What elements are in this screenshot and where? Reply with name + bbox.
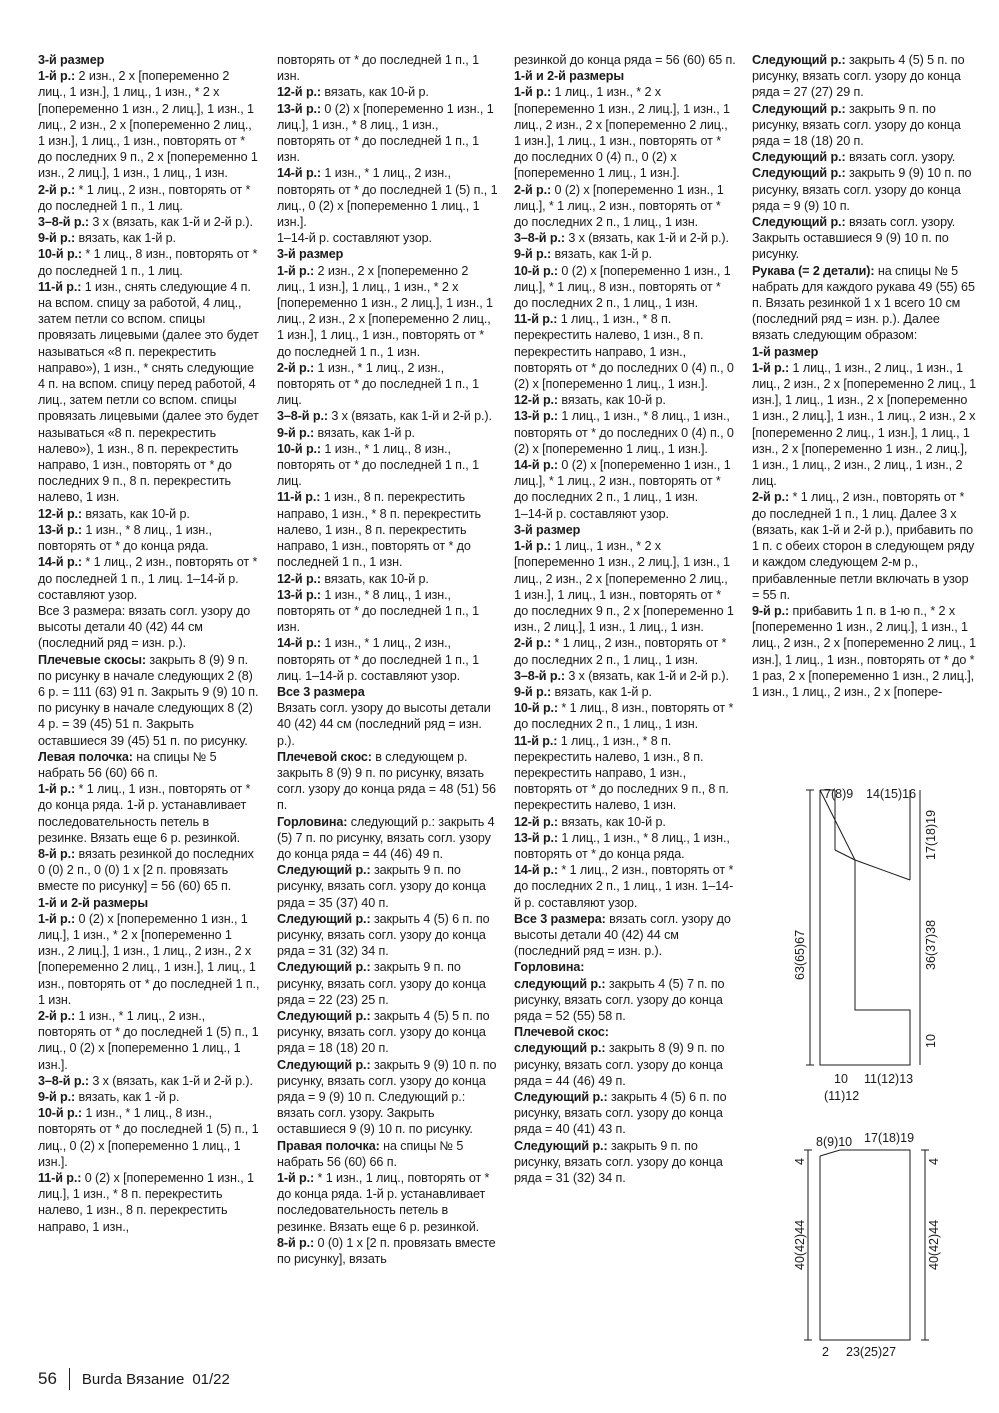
paragraph-heading: следующий р.: [514,976,606,991]
paragraph-heading: 1-й р.: [38,69,76,84]
paragraph-heading: 3-й размер [277,247,344,262]
paragraph-text: 1 изн., 8 п. перекрестить направо, 1 изн., * 8 п. перекрестить налево, 1 изн., 8 п. перекрестить направо, 1 изн., повторять от * до последней 1 п., 1 изн. [277,490,482,570]
paragraph-text: вязать, как 1-й р. [314,425,415,440]
paragraph [277,230,499,246]
paragraph-text: вязать, как 10-й р. [558,814,666,829]
paragraph [514,84,736,181]
paragraph-heading: 10-й р.: [38,1106,83,1121]
paragraph-text: 2 изн., 2 х [попеременно 2 лиц., 1 изн.], 1 лиц., 1 изн., * 2 х [попеременно 1 изн., 2 лиц.], 1 изн., 1 лиц., 2 изн., 2 х [попеременно 2 лиц., 1 изн.], 1 лиц., 1 изн., повторять от * до последних 9 п., 2 х [попеременно 1 изн., 2 лиц.], 1 изн., 1 лиц., 1 изн. [38,69,258,181]
paragraph [277,814,499,863]
paragraph-heading: 1-й р.: [38,911,76,926]
paragraph [277,700,499,749]
paragraph-text: 1 изн., * 1 лиц., 2 изн., повторять от * до последней 1 п., 1 лиц. [277,360,479,408]
paragraph [38,895,260,911]
paragraph [752,52,976,101]
paragraph [38,911,260,1008]
paragraph-text: * 1 лиц., 8 изн., повторять от * до последней 1 п., 1 лиц. [38,247,258,278]
paragraph-text: 1 лиц., 1 изн., 2 лиц., 1 изн., 1 лиц., 2 изн., 2 х [попеременно 2 лиц., 1 изн.], 1 лиц., 1 изн., 2 х [попеременно 1 изн., 2 лиц.], 1 изн., 1 лиц., 2 изн., 2 х [попеременно 2 лиц., 1 изн.], 1 лиц., 1 изн., 2 х [попеременно 1 изн., 2 лиц.], 1 изн., 1 лиц., 2 изн., 2 лиц., 1 изн., 2 лиц. [752,360,976,489]
paragraph-heading: Следующий р.: [277,1057,371,1072]
front-dim-right-middle: 36(37)38 [924,919,938,970]
text-column-1 [38,52,260,1235]
paragraph-text: 0 (0) 1 х [2 п. провязать вместе по рисунку], вязать [277,1235,496,1267]
paragraph-text: 0 (2) х [попеременно 1 изн., 1 лиц.], 1 изн., * 8 лиц., 1 изн., повторять от * до последней 1 п., 1 изн. [277,101,494,165]
paragraph-heading: 1-й р.: [514,539,552,554]
paragraph [514,684,736,700]
paragraph [277,1138,499,1170]
paragraph-text: 0 (2) х [попеременно 1 изн., 1 лиц.], * 1 лиц., 2 изн., повторять от * до последних 2 п., 1 лиц., 1 изн. [514,458,731,505]
paragraph [514,733,736,814]
front-dim-bottom-right: 11(12)13 [864,1072,914,1086]
paragraph-text: 1 изн., снять следующие 4 п. на вспом. спицу за работой, 4 лиц., затем петли со вспом. спицы провязать лицевыми (далее это будет называться «8 п. перекрестить направо»), 1 изн., * снять следующие 4 п. на вспом. спицу перед работой, 4 лиц., затем петли со вспом. спицы провязать лицевыми (далее это будет называться «8 п. перекрестить налево»), 1 изн., 8 п. перекрестить направо, 1 изн., повторять от * до последних 9 п., 8 п. перекрестить налево, 1 изн. [38,279,259,505]
paragraph [514,52,736,68]
paragraph [38,246,260,278]
paragraph-text: вязать согл. узору. Закрыть оставшиеся 9 (9) 10 п. по рисунку. [752,215,956,262]
paragraph-text: вязать, как 10-й р. [321,571,429,586]
paragraph-heading: 10-й р.: [514,263,559,278]
paragraph-heading: 1-й р.: [277,1171,315,1186]
paragraph-heading: 14-й р.: [514,458,559,473]
paragraph [277,1057,499,1138]
paragraph [38,1073,260,1089]
paragraph [38,652,260,749]
paragraph-heading: 14-й р.: [514,863,559,878]
paragraph-heading: 13-й р.: [514,409,559,424]
paragraph [277,911,499,960]
magazine-name: Burda Вязание [81,1370,185,1388]
paragraph [514,408,736,457]
paragraph [752,214,976,263]
paragraph [514,522,736,538]
paragraph-heading: Все 3 размера: [514,911,606,926]
paragraph-heading: 1-й р.: [38,782,76,797]
paragraph-text: 1–14-й р. составляют узор. [514,506,669,521]
issue-number: 01/22 [192,1370,230,1388]
paragraph-text: 0 (2) х [попеременно 1 изн., 1 лиц.], 1 изн., * 2 х [попеременно 1 изн., 2 лиц.], 1 изн., 1 лиц., 2 изн., 2 х [попеременно 2 лиц., 1 изн.], 1 лиц., 1 изн., повторять от * до последней 1 п., 1 изн. [38,911,260,1007]
paragraph-heading: Следующий р.: [277,863,371,878]
paragraph-heading: 13-й р.: [514,830,559,845]
paragraph-heading: 1-й р.: [514,85,552,100]
paragraph-text: 3 х (вязать, как 1-й и 2-й р.). [564,231,729,246]
paragraph-heading: 3–8-й р.: [514,668,565,683]
paragraph [277,441,499,490]
paragraph [514,700,736,732]
paragraph-text: 0 (2) х [попеременно 1 изн., 1 лиц.], * 1 лиц., 2 изн., повторять от * до последних 2 п., 1 лиц., 1 изн. [514,182,724,230]
paragraph-heading: Горловина: [514,960,585,975]
paragraph [277,489,499,570]
paragraph-heading: 1-й и 2-й размеры [38,895,148,910]
paragraph-heading: Следующий р.: [752,215,846,230]
paragraph-text: 1 изн., * 8 лиц., 1 изн., повторять от * до последней 1 п., 1 изн. [277,587,479,635]
paragraph-heading: 13-й р.: [277,101,322,116]
paragraph-heading: Следующий р.: [752,101,846,116]
paragraph [277,587,499,636]
paragraph [38,52,260,68]
paragraph [277,959,499,1008]
paragraph-text: 1 изн., * 8 лиц., 1 изн., повторять от * до конца ряда. [38,522,212,554]
paragraph-text: закрыть 9 п. по рисунку, вязать согл. узору до конца ряда = 35 (37) 40 п. [277,863,486,910]
paragraph [277,408,499,424]
paragraph-heading: 11-й р.: [514,312,558,327]
paragraph-heading: 2-й р.: [752,490,790,505]
paragraph-text: 0 (2) х [попеременно 1 изн., 1 лиц.], 1 изн., * 8 п. перекрестить налево, 1 изн., 8 п. перекрестить направо, 1 изн., [38,1171,254,1234]
paragraph [277,684,499,700]
paragraph-heading: Следующий р.: [277,1008,371,1023]
paragraph [514,311,736,392]
paragraph-heading: 1-й р.: [752,360,790,375]
paragraph-heading: Правая полочка: [277,1138,380,1153]
paragraph-text: * 1 лиц., 2 изн., повторять от * до последней 1 п., 1 лиц. Далее 3 х (вязать, как 1-й и 2-й р.), прибавить по 1 п. с обеих сторон в следующем ряду и каждом следующем 2-м р., прибавленные петли включать в узор = 55 п. [752,490,975,602]
front-dim-top-right: 14(15)16 [866,787,917,801]
paragraph [277,571,499,587]
front-dim-right-top: 17(18)19 [924,809,938,860]
paragraph [514,830,736,862]
text-column-2 [277,52,499,1267]
paragraph-heading: 2-й р.: [514,182,552,197]
paragraph-text: на спицы № 5 набрать 56 (60) 66 п. [38,749,217,780]
paragraph-text: 3 х (вязать, как 1-й и 2-й р.). [88,1073,253,1088]
paragraph [514,959,736,975]
paragraph-text: 1 лиц., 1 изн., * 2 х [попеременно 1 изн., 2 лиц.], 1 изн., 1 лиц., 2 изн., 2 х [попеременно 2 лиц., 1 изн.], 1 лиц., 1 изн., повторять от * до последних 0 (4) п., 0 (2) х [попеременно 1 лиц., 1 изн.]. [514,85,730,181]
paragraph [38,182,260,214]
paragraph-heading: Плечевые скосы: [38,652,147,667]
paragraph-heading: 2-й р.: [38,1008,76,1023]
back-dim-bottom-right: 23(25)27 [846,1345,897,1359]
paragraph-heading: Следующий р.: [752,150,846,165]
paragraph-text: * 1 изн., 1 лиц., повторять от * до конца ряда. 1-й р. устанавливает последовательность петель в резинке. Вязать еще 6 р. резинкой. [277,1171,490,1234]
paragraph [514,862,736,911]
page-number: 56 [38,1369,57,1388]
paragraph-text: вязать резинкой до последних 0 (0) 2 п., 0 (0) 1 х [2 п. провязать вместе по рисунку] = 56 (60) 65 п. [38,846,254,894]
paragraph-heading: 13-й р.: [277,587,322,602]
paragraph-heading: 12-й р.: [514,814,559,829]
paragraph [277,101,499,166]
paragraph [277,749,499,814]
paragraph-text: на спицы № 5 набрать для каждого рукава 49 (55) 65 п. Вязать резинкой 1 х 1 всего 10 см (последний ряд = изн. р.). Далее вязать следующим образом: [752,263,975,343]
paragraph-heading: 1-й и 2-й размеры [514,69,624,84]
paragraph-text: 2 изн., 2 х [попеременно 2 лиц., 1 изн.], 1 лиц., 1 изн., * 2 х [попеременно 1 изн., 2 лиц.], 1 изн., 1 лиц., 2 изн., 2 х [попеременно 2 лиц., 1 изн.], 1 лиц., 1 изн., повторять от * до последней 1 п., 1 изн. [277,263,493,359]
front-dim-bottom-left: 10 [834,1072,848,1086]
paragraph-heading: Следующий р.: [514,1090,608,1104]
back-dim-right-height: 40(42)44 [927,1219,941,1270]
paragraph [514,457,736,506]
paragraph-heading: 9-й р.: [38,231,76,246]
paragraph [277,635,499,684]
paragraph-text: закрыть 4 (5) 6 п. по рисунку, вязать согл. узору до конца ряда = 31 (32) 34 п. [277,911,490,959]
back-dim-top-right: 17(18)19 [864,1131,915,1145]
paragraph-heading: 3–8-й р.: [38,215,89,230]
paragraph-text: 1 изн., * 1 лиц., 2 изн., повторять от * до последней 1 (5) п., 1 лиц., 0 (2) х [попеременно 1 лиц., 1 изн.]. [38,1008,259,1072]
paragraph-text: 3 х (вязать, как 1-й и 2-й р.). [564,668,729,683]
pattern-schematics [780,780,980,1360]
paragraph [514,1040,736,1089]
paragraph-text: повторять от * до последней 1 п., 1 изн. [277,53,479,84]
paragraph [514,538,736,635]
paragraph-heading: 14-й р.: [277,636,322,651]
paragraph-heading: 12-й р.: [514,393,559,408]
back-dim-top-left: 8(9)10 [816,1135,853,1149]
paragraph [514,1138,736,1187]
paragraph-heading: 3–8-й р.: [514,231,565,246]
paragraph [277,246,499,262]
paragraph [514,68,736,84]
paragraph [277,862,499,911]
paragraph-text: на спицы № 5 набрать 56 (60) 66 п. [277,1138,464,1169]
paragraph-text: резинкой до конца ряда = 56 (60) 65 п. [514,53,736,67]
paragraph [752,149,976,165]
paragraph-text: Вязать согл. узору до высоты детали 40 (42) 44 см (последний ряд = изн. р.). [277,701,491,748]
paragraph [277,1170,499,1235]
paragraph-heading: 12-й р.: [277,85,322,100]
paragraph-heading: 9-й р.: [514,247,552,262]
paragraph-heading: Следующий р.: [277,960,371,975]
paragraph-heading: 8-й р.: [277,1235,315,1250]
paragraph [277,360,499,409]
footer-divider [69,1368,70,1390]
paragraph-heading: Следующий р.: [277,911,371,926]
paragraph-text: закрыть 9 п. по рисунку, вязать согл. узору до конца ряда = 18 (18) 20 п. [752,101,961,149]
paragraph-text: 1 изн., * 1 лиц., 2 изн., повторять от * до последней 1 (5) п., 1 лиц., 0 (2) х [попеременно 1 лиц., 1 изн.]. [277,166,498,230]
paragraph-text: * 1 лиц., 2 изн., повторять от * до последних 2 п., 1 лиц., 1 изн. [514,636,727,667]
paragraph-text: закрыть 8 (9) 9 п. по рисунку в начале следующих 2 (8) 6 р. = 111 (63) 91 п. Закрыть 9 (9) 10 п. по рисунку в начале следующих 8 (2) 4 р. = 39 (45) 51 п. Закрыть оставшиеся 39 (45) 51 п. по рисунку. [38,652,259,748]
paragraph [38,1089,260,1105]
text-column-3 [514,52,736,1186]
paragraph-heading: 3–8-й р.: [277,409,328,424]
paragraph-text: 1 изн., * 1 лиц., 8 изн., повторять от * до последней 1 (5) п., 1 лиц., 0 (2) х [попеременно 1 лиц., 1 изн.]. [38,1106,259,1169]
paragraph-heading: 9-й р.: [514,684,552,699]
paragraph-text: закрыть 9 п. по рисунку, вязать согл. узору до конца ряда = 31 (32) 34 п. [514,1138,723,1186]
paragraph-heading: 14-й р.: [277,166,322,181]
paragraph [752,165,976,214]
paragraph-text: закрыть 9 (9) 10 п. по рисунку, вязать согл. узору до конца ряда = 9 (9) 10 п. Следующий р.: вязать согл. узору. Закрыть оставшиеся 9 (9) 10 п. по рисунку. [277,1057,497,1137]
paragraph-text: 0 (2) х [попеременно 1 изн., 1 лиц.], * 1 лиц., 8 изн., повторять от * до последних 2 п., 1 лиц., 1 изн. [514,263,731,311]
paragraph-text: 1 изн., * 1 лиц., 2 изн., повторять от * до последней 1 п., 1 лиц. 1–14-й р. составляют узор. [277,636,479,683]
paragraph-heading: Следующий р.: [752,166,846,181]
paragraph [38,68,260,181]
back-dim-left-top: 4 [793,1158,807,1165]
paragraph-text: Все 3 размера: вязать согл. узору до высоты детали 40 (42) 44 см (последний ряд = изн. р.). [38,603,251,651]
paragraph [38,554,260,603]
paragraph [514,911,736,960]
paragraph [514,1024,736,1040]
paragraph-text: вязать, как 1 -й р. [75,1090,180,1104]
paragraph-text: закрыть 4 (5) 5 п. по рисунку, вязать согл. узору до конца ряда = 18 (18) 20 п. [277,1008,490,1056]
paragraph-heading: 11-й р.: [38,279,82,294]
paragraph-text: вязать, как 10-й р. [558,393,666,408]
paragraph-text: вязать согл. узору до высоты детали 40 (42) 44 см (последний ряд = изн. р.). [514,911,731,959]
paragraph [752,489,976,602]
back-dim-right-top: 4 [927,1158,941,1165]
paragraph-heading: 11-й р.: [277,490,321,505]
paragraph-text: 1 лиц., 1 изн., * 8 лиц., 1 изн., повторять от * до конца ряда. [514,830,730,861]
paragraph [514,182,736,231]
front-dim-left-height: 63(65)67 [793,929,807,980]
paragraph [38,214,260,230]
paragraph-heading: 11-й р.: [514,733,558,748]
paragraph [277,1008,499,1057]
paragraph-text: вязать, как 1-й р. [551,684,652,699]
paragraph-heading: 11-й р.: [38,1171,82,1186]
paragraph [38,230,260,246]
page-footer [38,1368,230,1390]
paragraph [752,344,976,360]
paragraph [38,522,260,554]
paragraph-text: прибавить 1 п. в 1-ю п., * 2 х [попеременно 1 изн., 2 лиц.], 1 изн., 1 лиц., 2 изн., 2 х [попеременно 2 лиц., 1 изн.], 1 лиц., 1 изн., повторять от * до * 1 раз, 2 х [попеременно 1 изн., 2 лиц.], 1 изн., 1 лиц., 2 изн., 2 х [попере- [752,603,976,699]
paragraph [38,1170,260,1235]
paragraph-heading: 10-й р.: [514,701,559,716]
paragraph-heading: 12-й р.: [38,506,83,521]
paragraph [514,506,736,522]
paragraph [277,425,499,441]
paragraph-heading: 1-й размер [752,344,819,359]
paragraph [514,635,736,667]
paragraph-text: 3 х (вязать, как 1-й и 2-й р.). [327,409,492,424]
paragraph [752,603,976,700]
paragraph [38,781,260,846]
paragraph-text: 1–14-й р. составляют узор. [277,231,432,246]
paragraph [514,814,736,830]
paragraph [514,263,736,312]
paragraph-text: закрыть 4 (5) 7 п. по рисунку, вязать согл. узору до конца ряда = 52 (55) 58 п. [514,976,725,1023]
paragraph-heading: 10-й р.: [38,247,83,262]
paragraph-heading: Плечевой скос: [277,749,372,764]
paragraph [38,603,260,652]
paragraph [752,101,976,150]
paragraph-heading: 3–8-й р.: [38,1073,89,1088]
back-piece-schematic [804,1150,929,1340]
back-dim-left-height: 40(42)44 [793,1219,807,1270]
paragraph [514,246,736,262]
paragraph-text: * 1 лиц., 1 изн., повторять от * до конца ряда. 1-й р. устанавливает последовательность петель в резинке. Вязать еще 6 р. резинкой. [38,782,251,845]
paragraph [514,230,736,246]
paragraph [277,52,499,84]
paragraph-heading: 2-й р.: [277,360,315,375]
front-dim-right-bottom: 10 [924,1034,938,1048]
paragraph [752,263,976,344]
paragraph-heading: 10-й р.: [277,441,322,456]
paragraph-heading: 13-й р.: [38,522,83,537]
paragraph-text: * 1 лиц., 2 изн., повторять от * до последней 1 п., 1 лиц. 1–14-й р. составляют узор. [38,555,258,602]
paragraph-text: вязать согл. узору. [845,150,956,165]
paragraph-text: 1 лиц., 1 изн., * 8 п. перекрестить налево, 1 изн., 8 п. перекрестить направо, 1 изн., повторять от * до последних 9 п., 8 п. перекрестить налево, 1 изн. [514,733,729,813]
paragraph-text: * 1 лиц., 2 изн., повторять от * до последней 1 п., 1 лиц. [38,182,251,213]
paragraph [277,263,499,360]
paragraph [38,1105,260,1170]
paragraph [277,84,499,100]
paragraph-heading: 9-й р.: [752,603,790,618]
paragraph-heading: Следующий р.: [514,1138,608,1153]
paragraph-text: закрыть 9 (9) 10 п. по рисунку, вязать согл. узору до конца ряда = 9 (9) 10 п. [752,166,972,213]
front-piece-schematic [806,790,920,1065]
paragraph-text: * 1 лиц., 2 изн., повторять от * до последних 2 п., 1 лиц., 1 изн. 1–14-й р. составляют узор. [514,863,734,910]
paragraph-heading: Все 3 размера [277,684,365,699]
paragraph [514,976,736,1025]
paragraph [277,165,499,230]
paragraph-heading: 1-й р.: [277,263,315,278]
paragraph [38,506,260,522]
paragraph-text: 3 х (вязать, как 1-й и 2-й р.). [88,215,253,230]
paragraph-text: в следующем р. закрыть 8 (9) 9 п. по рисунку, вязать согл. узору до конца ряда = 48 (51) 56 п. [277,749,496,813]
paragraph-text: вязать, как 1-й р. [551,247,652,262]
paragraph [514,668,736,684]
paragraph-heading: Левая полочка: [38,749,133,764]
paragraph-text: вязать, как 10-й р. [82,506,190,521]
paragraph-text: следующий р.: закрыть 4 (5) 7 п. по рисунку, вязать согл. узору до конца ряда = 44 (46) 49 п. [277,814,495,861]
paragraph-text: * 1 лиц., 8 изн., повторять от * до последних 2 п., 1 лиц., 1 изн. [514,701,734,732]
paragraph-text: 1 лиц., 1 изн., * 2 х [попеременно 1 изн., 2 лиц.], 1 изн., 1 лиц., 2 изн., 2 х [попеременно 2 лиц., 1 изн.], 1 лиц., 1 изн., повторять от * до последних 9 п., 2 х [попеременно 1 изн., 2 лиц.], 1 изн., 1 лиц., 1 изн. [514,539,734,635]
paragraph-text: закрыть 9 п. по рисунку, вязать согл. узору до конца ряда = 22 (23) 25 п. [277,960,486,1007]
text-column-4 [752,52,976,700]
paragraph-text: закрыть 8 (9) 9 п. по рисунку, вязать согл. узору до конца ряда = 44 (46) 49 п. [514,1041,725,1088]
paragraph-heading: Горловина: [277,814,348,829]
paragraph-text: вязать, как 10-й р. [321,85,429,100]
paragraph-heading: 3-й размер [38,53,105,67]
paragraph-heading: 8-й р.: [38,846,76,861]
paragraph [38,749,260,781]
paragraph-heading: 9-й р.: [38,1090,76,1104]
back-dim-bottom-left: 2 [822,1345,829,1359]
paragraph [277,1235,499,1267]
paragraph [38,279,260,506]
paragraph-text: 1 лиц., 1 изн., * 8 лиц., 1 изн., повторять от * до последних 0 (4) п., 0 (2) х [попеременно 1 лиц., 1 изн.]. [514,409,734,456]
paragraph [38,846,260,895]
paragraph-text: 1 изн., * 1 лиц., 8 изн., повторять от * до последней 1 п., 1 лиц. [277,441,479,489]
paragraph-heading: 2-й р.: [38,182,76,197]
paragraph-heading: 3-й размер [514,522,581,537]
paragraph-heading: 2-й р.: [514,636,552,651]
paragraph [514,1089,736,1138]
front-dim-top-left: 7(8)9 [824,787,854,801]
paragraph-heading: 9-й р.: [277,425,315,440]
paragraph-heading: Следующий р.: [752,53,846,67]
paragraph-heading: следующий р.: [514,1041,606,1056]
paragraph [752,360,976,490]
paragraph [38,1008,260,1073]
paragraph-heading: 14-й р.: [38,555,83,570]
paragraph-heading: 12-й р.: [277,571,322,586]
paragraph [514,392,736,408]
front-dim-bottom-second: (11)12 [824,1089,860,1103]
paragraph-heading: Плечевой скос: [514,1025,609,1040]
paragraph-text: вязать, как 1-й р. [75,231,176,246]
paragraph-text: закрыть 4 (5) 5 п. по рисунку, вязать согл. узору до конца ряда = 27 (27) 29 п. [752,53,965,100]
paragraph-text: закрыть 4 (5) 6 п. по рисунку, вязать согл. узору до конца ряда = 40 (41) 43 п. [514,1090,727,1137]
paragraph-text: 1 лиц., 1 изн., * 8 п. перекрестить налево, 1 изн., 8 п. перекрестить направо, 1 изн., повторять от * до последних 0 (4) п., 0 (2) х [попеременно 1 лиц., 1 изн.]. [514,312,734,392]
paragraph-heading: Рукава (= 2 детали): [752,263,875,278]
